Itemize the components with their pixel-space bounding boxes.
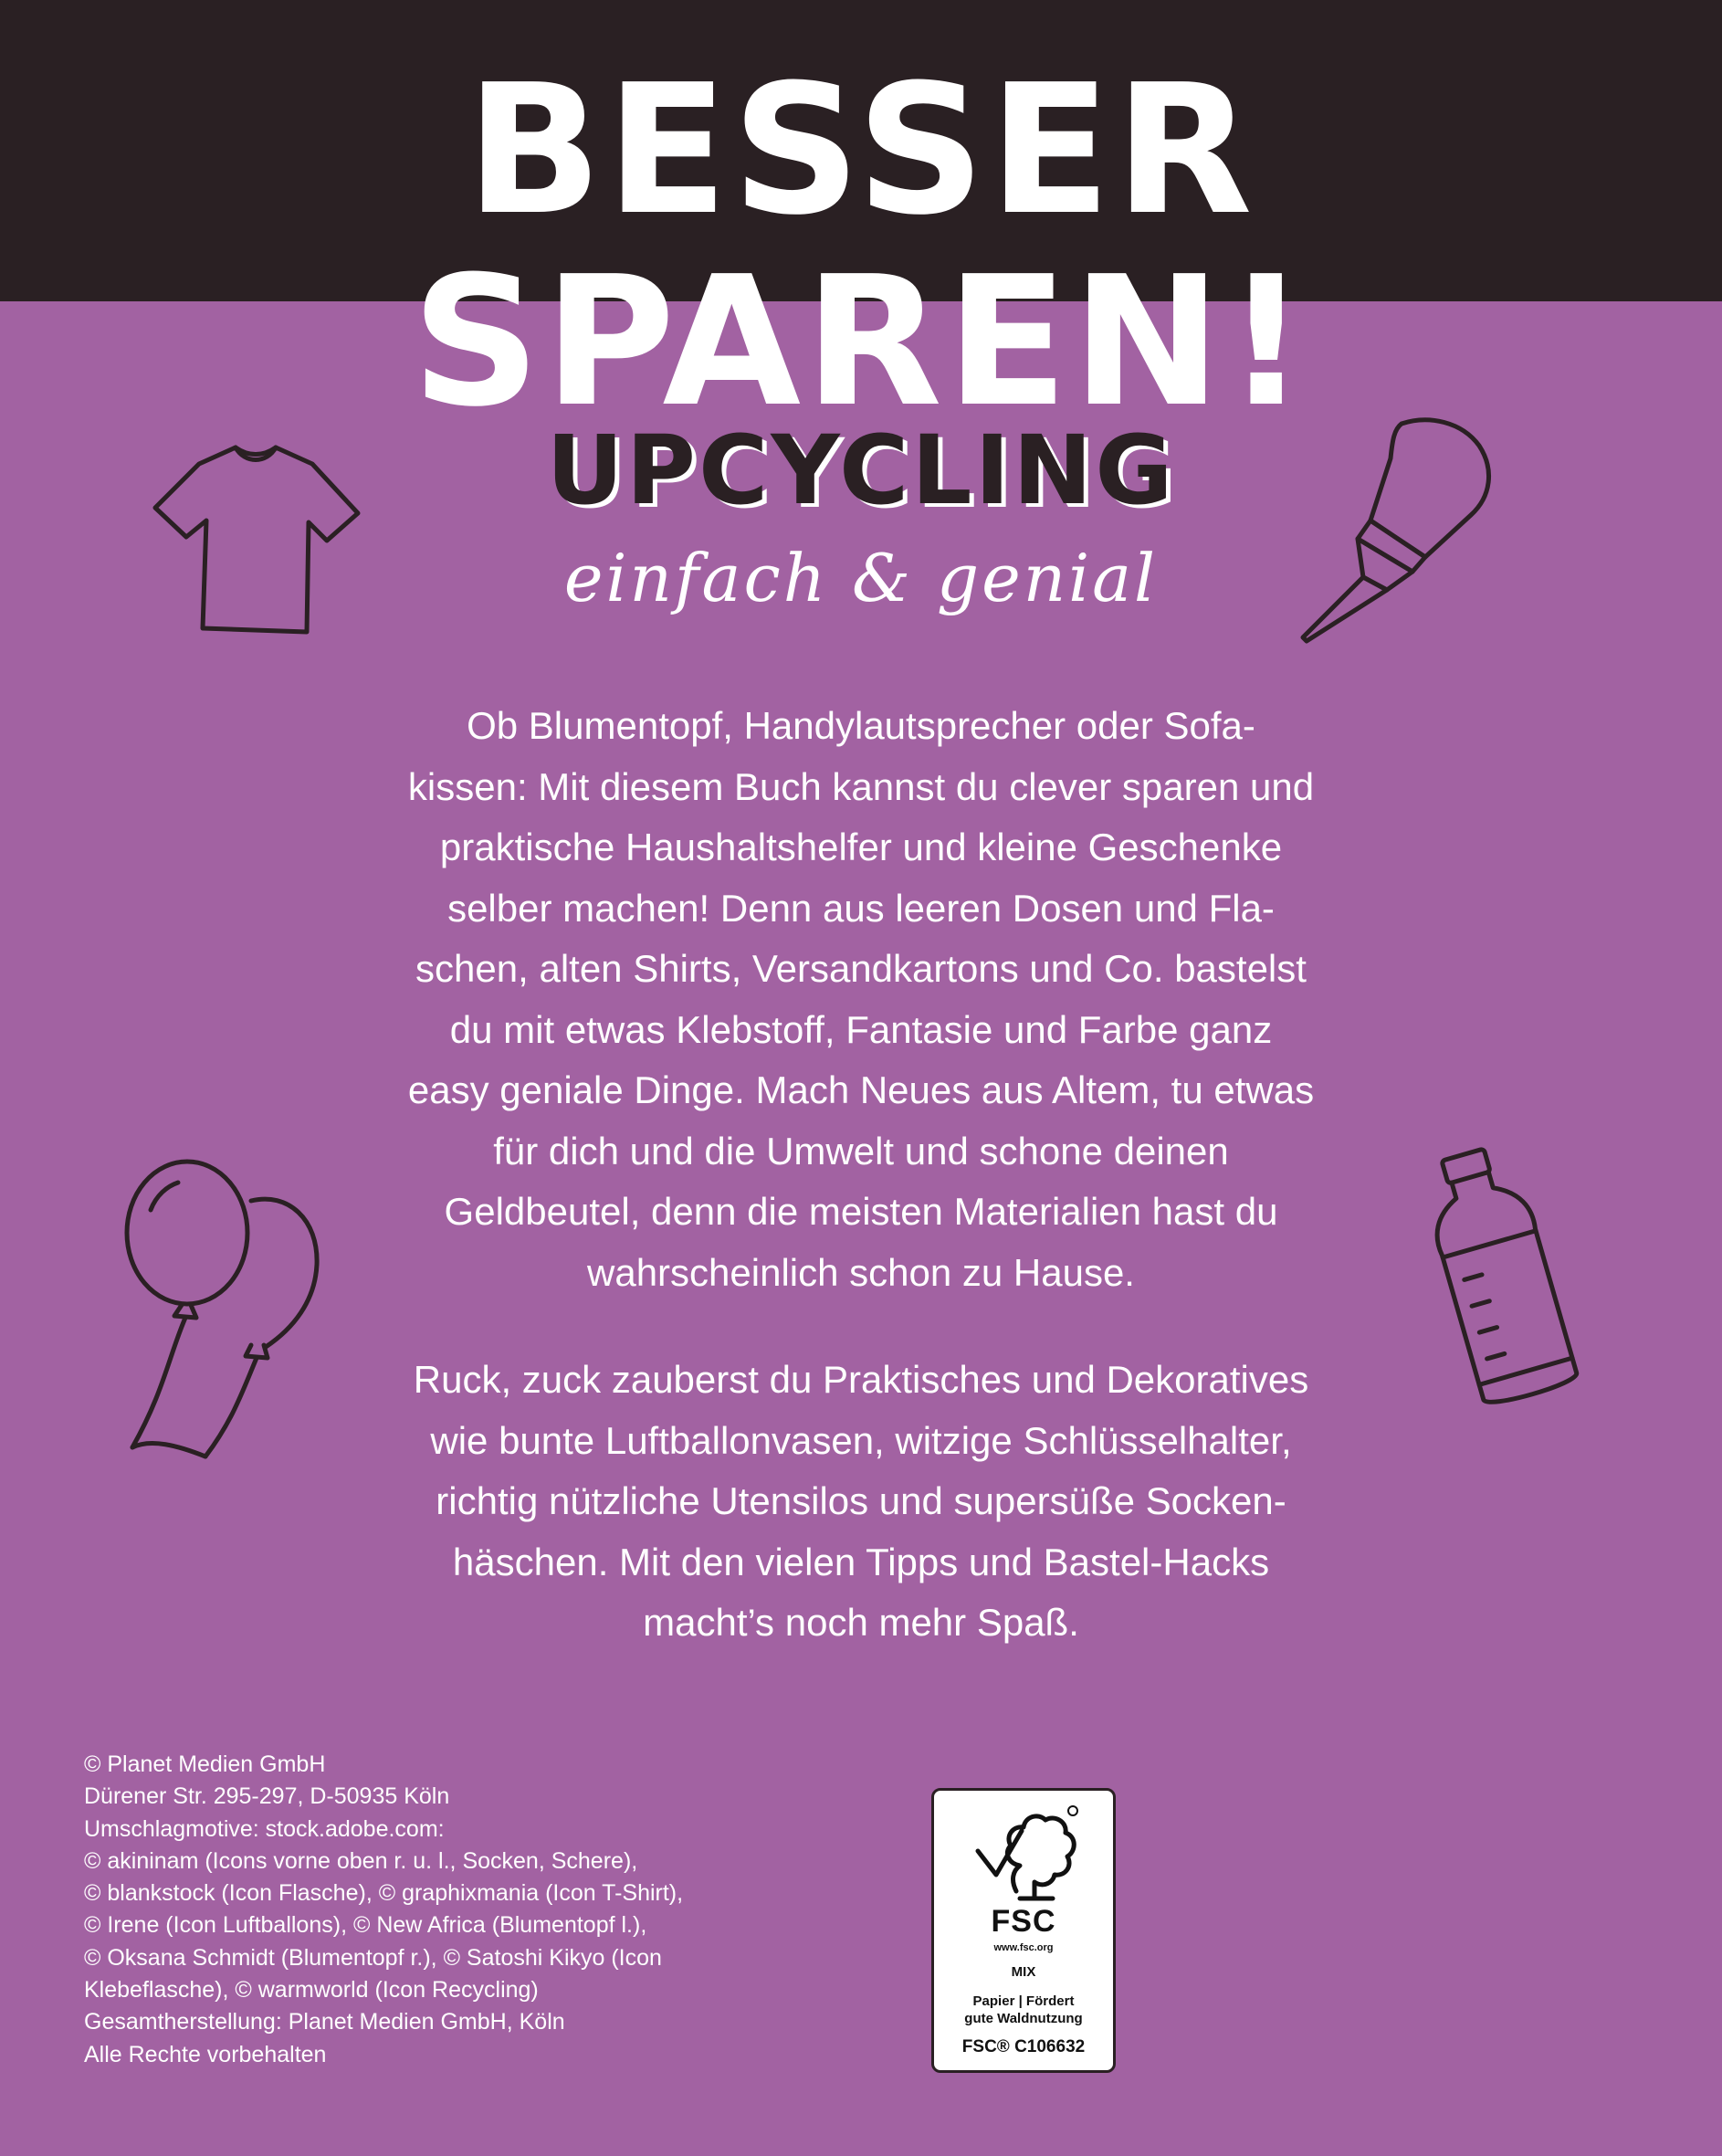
paragraph-line: schen, alten Shirts, Versandkartons und Co. bastelst <box>415 947 1307 990</box>
imprint-line: Klebeflasche), © warmworld (Icon Recycling) <box>84 1977 539 2004</box>
header-band <box>0 0 1722 447</box>
fsc-mix: MIX <box>1011 1964 1036 1980</box>
imprint-line: Umschlagmotive: stock.adobe.com: <box>84 1815 445 1842</box>
paragraph-line: für dich und die Umwelt und schone deinen <box>493 1129 1229 1173</box>
paragraph-line: Geldbeutel, denn die meisten Materialien hast du <box>444 1190 1278 1233</box>
paragraph-line: richtig nützliche Utensilos und supersüße Socken- <box>436 1479 1286 1522</box>
fsc-line-2: gute Waldnutzung <box>964 2011 1083 2026</box>
fsc-label <box>931 1788 1116 2073</box>
fsc-logo-text: FSC <box>991 1904 1056 1939</box>
paragraph-line: praktische Haushaltshelfer und kleine Geschenke <box>439 826 1283 868</box>
fsc-url: www.fsc.org <box>993 1942 1054 1953</box>
paragraph-line: wahrscheinlich schon zu Hause. <box>587 1250 1135 1294</box>
paragraph-line: wie bunte Luftballonvasen, witzige Schlüsselhalter, <box>430 1418 1292 1462</box>
headline: BESSER SPAREN! <box>411 47 1311 447</box>
paragraph-line: selber machen! Denn aus leeren Dosen und Fla- <box>447 886 1275 930</box>
paragraph-line: Ob Blumentopf, Handylautsprecher oder Sofa- <box>467 704 1255 747</box>
imprint-line: © Irene (Icon Luftballons), © New Africa (Blumentopf l.), <box>84 1912 647 1939</box>
imprint-line: © akininam (Icons vorne oben r. u. l., Socken, Schere), <box>84 1847 638 1874</box>
paragraph-line: häschen. Mit den vielen Tipps und Bastel-Hacks <box>452 1540 1270 1583</box>
imprint-line: Dürener Str. 295-297, D-50935 Köln <box>84 1783 450 1810</box>
imprint-line: Gesamtherstellung: Planet Medien GmbH, Köln <box>84 2009 565 2035</box>
paragraph-line: du mit etwas Klebstoff, Fantasie und Farbe ganz <box>449 1007 1273 1051</box>
title-block <box>0 411 1722 619</box>
paragraph-2 <box>338 1350 1384 1654</box>
imprint-line: © Oksana Schmidt (Blumentopf r.), © Satoshi Kikyo (Icon <box>84 1944 662 1971</box>
title: UPCYCLING <box>546 415 1176 526</box>
balloons-icon <box>114 1155 324 1466</box>
paragraph-line: Ruck, zuck zauberst du Praktisches und Dekoratives <box>413 1358 1309 1401</box>
paragraph-line: macht’s noch mehr Spaß. <box>643 1601 1079 1644</box>
subtitle: einfach & genial <box>563 540 1159 616</box>
fsc-line-1: Papier | Fördert <box>972 1993 1075 2009</box>
paragraph-line: kissen: Mit diesem Buch kannst du clever sparen und <box>407 764 1315 808</box>
imprint-line: © Planet Medien GmbH <box>84 1751 326 1777</box>
imprint-line: © blankstock (Icon Flasche), © graphixmania (Icon T-Shirt), <box>84 1880 684 1907</box>
imprint-line: Alle Rechte vorbehalten <box>84 2041 327 2067</box>
paragraph-line: easy geniale Dinge. Mach Neues aus Altem, tu etwas <box>407 1068 1315 1111</box>
plastic-bottle-icon <box>1411 1141 1593 1415</box>
paragraph-1 <box>338 696 1384 1303</box>
fsc-tree-icon <box>965 1804 1082 1913</box>
fsc-code: FSC® C106632 <box>961 2037 1086 2056</box>
imprint <box>84 1749 814 2071</box>
